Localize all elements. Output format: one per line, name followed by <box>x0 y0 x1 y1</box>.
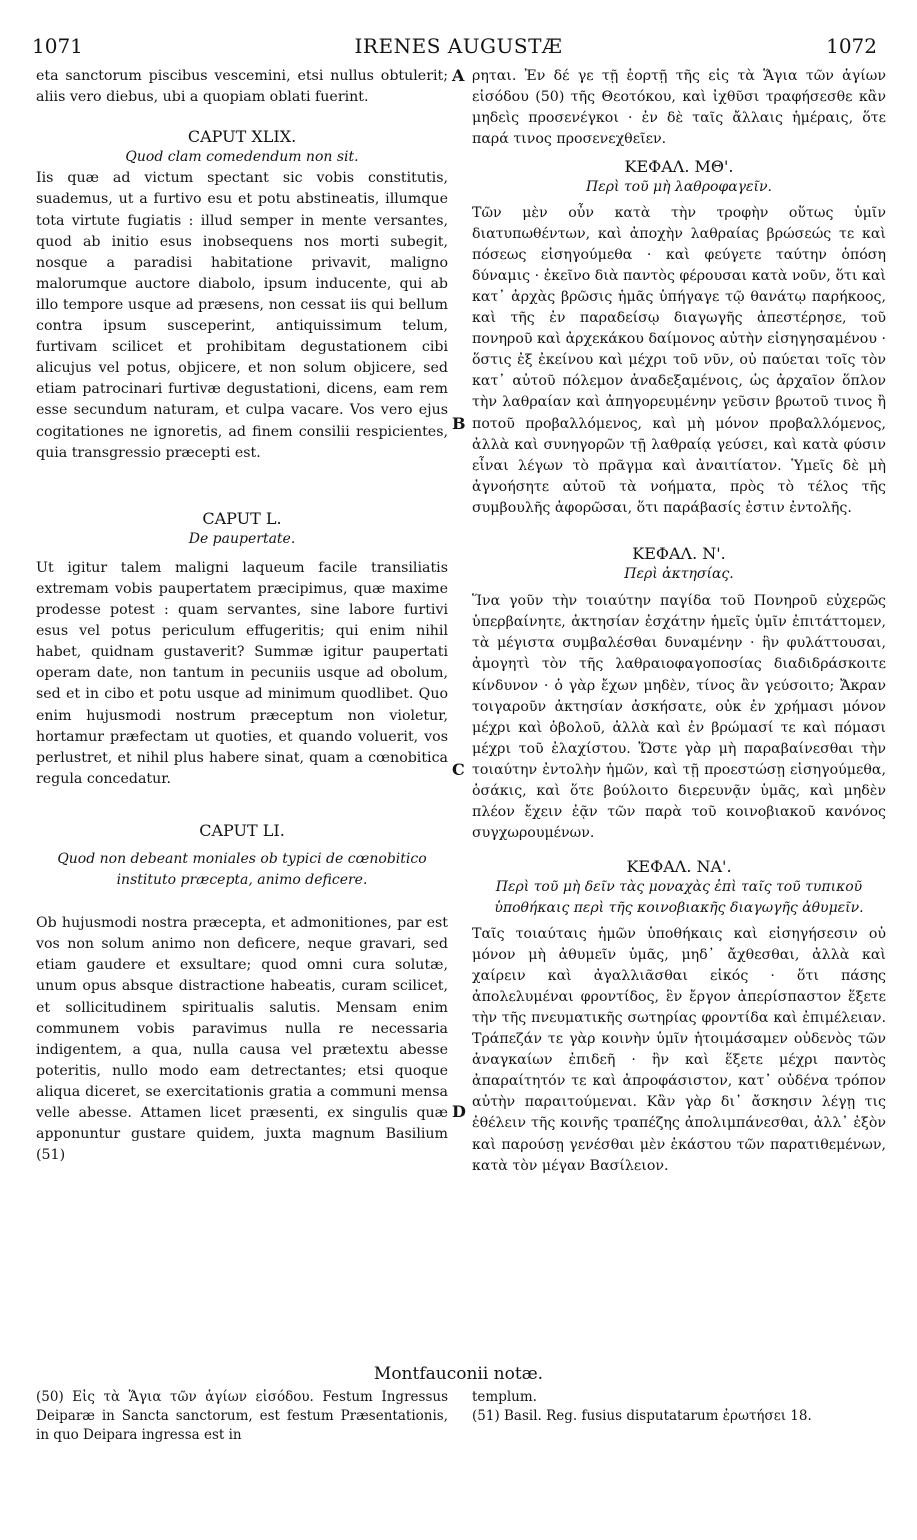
kephal-49-text: Τῶν μὲν οὖν κατὰ τὴν τροφὴν οὕτως ὑμῖν διατυπωθέντων, καὶ ἀποχὴν λαθραίας βρώσεώς τε καὶ πόσεως εἰσηγούμεθα · καὶ φεύγετε ταύτην ὁπόση δύναμις · ἐκεῖνο διὰ παντὸς φέρουσαι κατὰ νοῦν, ὅτι καὶ κατ᾽ ἀρχὰς βρῶσις ἡμᾶς ὑπήγαγε τῷ θανάτῳ παρήκοος, καὶ τῆς ἐν παραδείσῳ διαγωγῆς ἀπεστέρησε, τοῦ πονηροῦ καὶ ἀρχεκάκου δαίμονος αὐτὴν εἰσηγησαμένου · ὅστις ἐξ ἐκείνου καὶ μέχρι τοῦ νῦν, οὐ παύεται τοῖς τὸν κατ᾽ αὐτοῦ πόλεμον ἀναδεξαμένοις, ὡς ἀρχαῖον ὅπλον τὴν λαθραίαν καὶ ἀπηγορευμένην γεῦσιν βρωτοῦ τινος ἢ ποτοῦ προβαλλόμενος, καὶ μὴ μόνον προβαλλόμενος, ἀλλὰ καὶ συνηγορῶν τῇ λαθραίᾳ γεύσει, καὶ κατὰ φύσιν εἶναι λέγων τὸ πρᾶγμα καὶ ἀναιτίατον. Ὑμεῖς δὲ μὴ ἀγνοήσητε αὐτοῦ τὰ νοήματα, πρὸς τὸ τέλος τῆς συμβουλῆς ἀφορῶσαι, ὅτι παράβασίς ἐστιν ἐντολῆς. <box>472 204 886 516</box>
caput-49-subtitle: Quod clam comedendum non sit. <box>125 149 359 166</box>
kephal-51-heading: ΚΕΦΑΛ. ΝΑ'. <box>626 857 732 877</box>
kephal-50-text: Ἵνα γοῦν τὴν τοιαύτην παγίδα τοῦ Πονηροῦ εὐχερῶς ὑπερβαίνητε, ἀκτησίαν ἐσχάτην ἡμεῖς ὑμῖν ἐπιτάττομεν, τὰ μέγιστα συμβαλέσθαι δυναμένην · ἣν φυλάττουσαι, ἀμογητὶ τὸν τῆς λαθραιοφαγοποσίας διαδιδράσκοιτε κίνδυνον · ὁ γὰρ ἔχων μηδὲν, τίνος ἂν γεύσοιτο; Ἄκραν τοιγαροῦν ἀκτησίαν ἀσκήσατε, οὐκ ἐν χρήμασι μόνον μέχρι καὶ ὀβολοῦ, ἀλλὰ καὶ ἐν βρώμασί τε καὶ πόμασι μέχρι τοῦ ἐλαχίστου. Ὥστε γὰρ μὴ παραβαίνεσθαι τὴν τοιαύτην ἐντολὴν ἡμῶν, καὶ τῇ προεστώσῃ εἰσηγούμεθα, ὁσάκις, καὶ ὅτε βούλοιτο διερευνᾷν ὑμᾶς, καὶ μηδὲν πλέον ἔχειν ἐᾷν τῶν παρὰ τοῦ κοινοβιακοῦ κανόνος συγχωρουμένων. <box>472 593 886 842</box>
caput-49-text: Iis quæ ad victum spectant sic vobis constitutis, suademus, ut a furtivo esu et potu abstineatis, illumque tota virtute fugiatis : illud semper in mente versantes, quod ab initio esus inobsequens nos morti subegit, nosque a paradisi habitatione privavit, maligno malorumque auctore diabolo, ipsum inducente, qui ab illo tempore usque ad præsens, non cessat iis qui bellum contra ipsum susceperint, antiquissimum telum, furtivam scilicet et prohibitam degustationem cibi alicujus vel potus, objicere, et non solum objicere, sed etiam patrocinari furtivæ degustationi, dicens, eam rem esse secundum naturam, et culpa vacare. Vos vero ejus cogitationes ne ignoretis, ad finem consilii respicientes, quia transgressio præcepti est. <box>36 170 448 461</box>
margin-marker-d: D <box>452 1102 466 1121</box>
caput-50-heading: CAPUT L. <box>202 508 282 528</box>
running-title: IRENES AUGUSTÆ <box>354 34 563 58</box>
page-number-left: 1071 <box>32 34 83 58</box>
kephal-51-text: Ταῖς τοιαύταις ἡμῶν ὑποθήκαις καὶ εἰσηγήσεσιν οὐ μόνον μὴ ἀθυμεῖν ὑμᾶς, μηδ᾽ ἄχθεσθαι, ἀλλὰ καὶ χαίρειν καὶ ἀγαλλιᾶσθαι εἰκός · ὅτι πάσης ἀπολελυμέναι φροντίδος, ἓν ἔργον ἀπερίσπαστον ἕξετε τὴν τῆς πνευματικῆς σωτηρίας φροντίδα καὶ ἐπιμέλειαν. Τράπεζάν τε γὰρ κοινὴν ὑμῖν ἡτοιμάσαμεν οὐδενὸς τῶν ἀναγκαίων ἐπιδεῆ · ἣν καὶ ἕξετε μέχρι παντὸς ἀπαραίτητόν τε καὶ ἀπροφάσιστον, κατ᾽ οὐδένα τρόπον αὐτὴν παραιτούμεναι. Κἂν γὰρ δι᾽ ἄσκησιν λέγῃ τις ἐθέλειν τῆς κοινῆς τραπέζης ἀπολιμπάνεσθαι, ἀλλ᾽ ἐξὸν καὶ παρούσῃ γενέσθαι μὲν ἑκάστου τῶν παρατιθεμένων, κατὰ τὸν μέγαν Βασίλειον. <box>472 925 886 1174</box>
footnotes-right <box>472 1388 886 1426</box>
margin-marker-c: C <box>452 760 465 779</box>
footnote-50-continuation: templum. <box>472 1389 537 1405</box>
caput-49-heading: CAPUT XLIX. <box>187 127 297 147</box>
kephal-50-subtitle: Περὶ ἀκτησίας. <box>624 566 734 583</box>
margin-marker-b: B <box>452 414 466 433</box>
kephal-50-heading: ΚΕΦΑΛ. Ν'. <box>632 543 726 563</box>
footnote-50 <box>36 1388 448 1445</box>
caput-51-heading: CAPUT LI. <box>199 820 285 840</box>
caput-51-subtitle: Quod non debeant moniales ob typici de cœnobitico instituto præcepta, animo deficere. <box>57 851 427 889</box>
notes-heading: Montfauconii notæ. <box>373 1364 544 1384</box>
kephal-49-heading: ΚΕΦΑΛ. ΜΘ'. <box>624 157 734 177</box>
kephal-51-subtitle: Περὶ τοῦ μὴ δεῖν τὰς μοναχὰς ἐπὶ ταῖς τοῦ τυπικοῦ ὑποθήκαις περὶ τῆς κοινοβιακῆς διαγωγῆς ἀθυμεῖν. <box>494 879 864 917</box>
caput-51-text: Ob hujusmodi nostra præcepta, et admonitiones, par est vos non solum animo non deficere, neque gravari, sed etiam gaudere et exsultare; quod omni cura solutæ, unum opus absque distractione habeatis, curam scilicet, et sollicitudinem spiritualis salutis. Mensam enim communem vobis paravimus nulla re necessaria indigentem, a qua, nulla causa vel prætextu abesse poteritis, nullo modo eam detrectantes; etsi quoque aliqua diceret, se exercitationis gratia a communi mensa velle abesse. Attamen licet præsenti, ex singulis quæ apponuntur gustare quidem, juxta magnum Basilium (51) <box>36 915 448 1164</box>
latin-intro-paragraph: eta sanctorum piscibus vescemini, etsi nullus obtulerit; aliis vero diebus, ubi a quopiam oblati fuerint. <box>36 68 448 106</box>
latin-column <box>36 66 448 1166</box>
margin-marker-a: A <box>452 66 465 85</box>
caput-50-subtitle: De paupertate. <box>188 530 296 547</box>
caput-50-text: Ut igitur talem maligni laqueum facile transiliatis extremam vobis paupertatem præcipimus, quæ maxime prodesse potest : quam servantes, sine labore furtivi esus vel potus periculum effugeritis; qui enim nihil habet, quidnam gustaverit? Summæ igitur paupertati operam date, non tantum in pecuniis usque ad obolum, sed et in cibo et potu usque ad minimum quodlibet. Quo enim hujusmodi nostrum præceptum non violetur, hortamur præfectam ut quoties, et quando voluerit, vos perlustret, et nihil plus habere sinat, quam a cœnobitica regula concedatur. <box>36 559 448 787</box>
greek-intro-paragraph: ρηται. Ἐν δέ γε τῇ ἑορτῇ τῆς εἰς τὰ Ἅγια τῶν ἁγίων εἰσόδου (50) τῆς Θεοτόκου, καὶ ἰχθῦσι τραφήσεσθε κἂν μηδεὶς προσενέγκοι · ἐν δὲ ταῖς ἄλλαις ἡμέραις, ὅτε παρά τινος προσενεχθεῖεν. <box>472 68 886 148</box>
greek-column <box>472 66 886 1177</box>
kephal-49-subtitle: Περὶ τοῦ μὴ λαθροφαγεῖν. <box>586 179 772 196</box>
footnote-50-text: (50) Εἰς τὰ Ἅγια τῶν ἁγίων εἰσόδου. Festum Ingressus Deiparæ in Sancta sanctorum, est festum Præsentationis, in quo Deipara ingressa est in <box>36 1389 448 1443</box>
footnote-51-text: (51) Basil. Reg. fusius disputatarum ἐρωτήσει 18. <box>472 1408 812 1424</box>
page-number-right: 1072 <box>826 34 877 58</box>
